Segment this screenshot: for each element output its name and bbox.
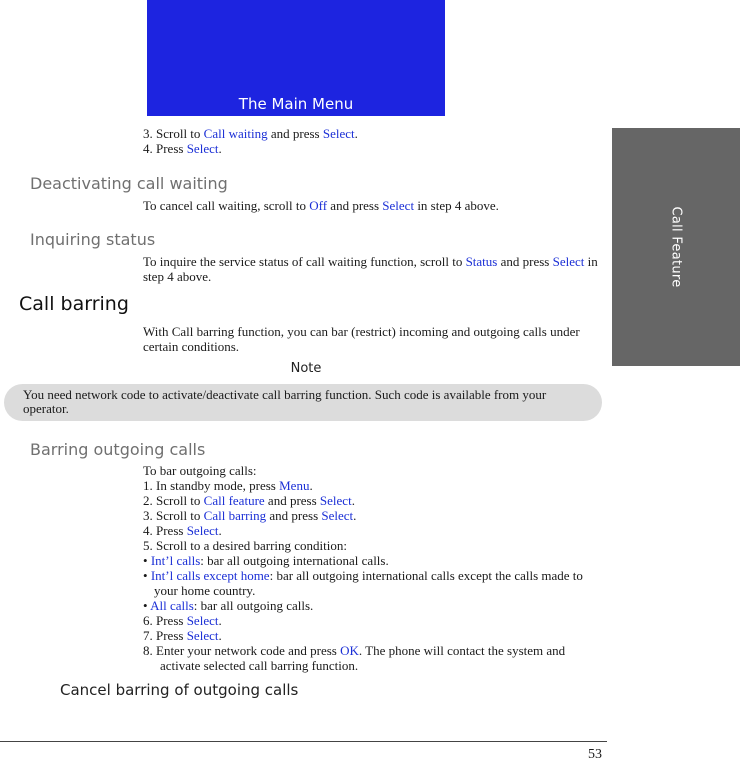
- heading-call-barring: Call barring: [19, 293, 129, 315]
- barring-step-5: 5. Scroll to a desired barring condition:: [143, 538, 347, 553]
- keyword-ok: OK: [340, 643, 359, 658]
- keyword-call-waiting: Call waiting: [203, 126, 268, 141]
- keyword-off: Off: [309, 198, 328, 213]
- keyword-select: Select: [321, 508, 354, 523]
- barring-steps: [143, 463, 608, 673]
- barring-option-intl-except-home: • Int’l calls except home: bar all outgoing international calls except the calls made to your home country.: [143, 568, 583, 598]
- barring-intro: To bar outgoing calls:: [143, 463, 257, 478]
- heading-deactivating-call-waiting: Deactivating call waiting: [30, 174, 228, 193]
- heading-barring-outgoing-calls: Barring outgoing calls: [30, 440, 206, 459]
- barring-option-all-calls: • All calls: bar all outgoing calls.: [143, 598, 314, 613]
- keyword-call-barring: Call barring: [203, 508, 267, 523]
- barring-step-6: 6. Press Select.: [143, 613, 222, 628]
- barring-step-4: 4. Press Select.: [143, 523, 222, 538]
- barring-step-3: 3. Scroll to Call barring and press Select.: [143, 508, 357, 523]
- footer-rule: [0, 741, 607, 742]
- keyword-intl-calls-except-home: Int’l calls except home: [150, 568, 270, 583]
- intro-steps: [143, 126, 608, 156]
- intro-step-3: 3. Scroll to Call waiting and press Select.: [143, 126, 358, 141]
- keyword-all-calls: All calls: [150, 598, 194, 613]
- keyword-intl-calls: Int’l calls: [150, 553, 201, 568]
- chapter-side-tab: [612, 128, 740, 366]
- keyword-select: Select: [552, 254, 585, 269]
- chapter-side-tab-label: Call Feature: [668, 206, 684, 288]
- keyword-select: Select: [186, 141, 219, 156]
- inquire-paragraph: To inquire the service status of call waiting function, scroll to Status and press Select in step 4 above.: [143, 254, 598, 284]
- keyword-call-feature: Call feature: [203, 493, 265, 508]
- note-box: [4, 384, 602, 421]
- call-barring-paragraph: With Call barring function, you can bar (restrict) incoming and outgoing calls under certain conditions.: [143, 324, 580, 354]
- deactivate-paragraph: To cancel call waiting, scroll to Off and press Select in step 4 above.: [143, 198, 499, 213]
- barring-step-2: 2. Scroll to Call feature and press Select.: [143, 493, 355, 508]
- keyword-select: Select: [186, 628, 219, 643]
- barring-step-8: 8. Enter your network code and press OK. The phone will contact the system and activate selected call barring function.: [143, 643, 566, 673]
- note-text: You need network code to activate/deactivate call barring function. Such code is available from your operator.: [23, 387, 547, 416]
- keyword-select: Select: [322, 126, 355, 141]
- main-menu-caption: The Main Menu: [238, 95, 354, 113]
- keyword-menu: Menu: [279, 478, 310, 493]
- page-number: 53: [588, 747, 602, 762]
- keyword-select: Select: [186, 613, 219, 628]
- keyword-status: Status: [465, 254, 498, 269]
- barring-step-7: 7. Press Select.: [143, 628, 222, 643]
- intro-step-4: 4. Press Select.: [143, 141, 222, 156]
- keyword-select: Select: [319, 493, 352, 508]
- keyword-select: Select: [186, 523, 219, 538]
- barring-step-1: 1. In standby mode, press Menu.: [143, 478, 313, 493]
- heading-cancel-barring: Cancel barring of outgoing calls: [60, 681, 299, 699]
- note-label: Note: [290, 361, 322, 376]
- heading-inquiring-status: Inquiring status: [30, 230, 156, 249]
- barring-option-intl: • Int’l calls: bar all outgoing international calls.: [143, 553, 389, 568]
- keyword-select: Select: [382, 198, 415, 213]
- main-menu-image: [147, 0, 445, 116]
